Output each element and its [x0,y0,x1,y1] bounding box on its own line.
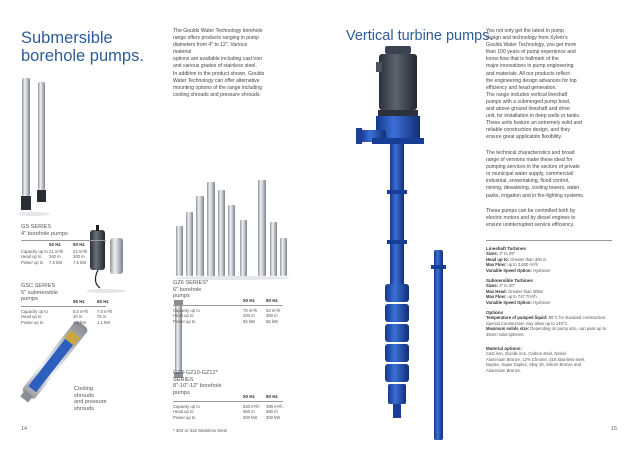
left-page-number: 14 [21,426,28,432]
right-intro-paragraph: You not only get the latest in pump design and technology from Xylem's Goulds Water Technology, you get more than 100 years of pump experience and know-how that is hallmark of the major innovations in pump engineering and materials. All our products reflect the engineering design advances for top efficiency and head generation. The range includes vertical lineshaft pumps with a submerged pump bowl, and above ground lineshaft and drive unit, for installation in deep wells or tanks. These units feature an extremely solid and reliable construction design, and they ensure great application flexibility. [486,28,582,141]
right-divider [486,240,612,241]
gz6-divider [173,305,283,306]
right-page-title: Vertical turbine pumps. [346,28,494,44]
gz6-series-name: GZ6 SERIES* 6" borehole pumps [173,280,209,300]
gz6-pump-image [174,180,290,280]
gs-divider [21,240,106,241]
vertical-turbine-pump-image [330,40,460,445]
cooling-shroud-caption: Cooling shrouds and pressure shrouds [74,386,107,412]
right-controls-paragraph: These pumps can be controlled both by electric motors and by diesel engines to ensure uninterrupted service efficiency. [486,208,576,229]
options-specs: Options Temperature of pumped liquid: 80°C for standard construction. Special Construction may allow up to 149°C. Maximum solids size: Depending on pump size, can pass up to 45mm solid spheres. [486,310,607,337]
left-footnote: * 304 or 316 Stainless Steel [173,428,228,433]
right-applications-paragraph: The technical characteristics and broad range of versions make these ideal for pumping services in the sectors of private or municipal water supply, commercial/ industrial, snowmaking, flood control, mining, dewatering, cooling towers, water parks, irrigation and in fire-fighting systems. [486,150,585,199]
gz8-divider [173,401,283,402]
gs-pump-image [18,78,50,216]
gsc-series-name: GSC SERIES 5" submersible pumps [21,283,58,303]
brochure-spread: Submersible borehole pumps. The Goulds Water Technology borehole range offers products ranging in pump diameters from 4" to 12". Various material options are available including cast iron and various grades of stainless steel. In addition to the product shown, Goulds Water Technology can offer alternative mounting options of the range including cooling shrouds and pressure shrouds. GS SERIES 4" borehole pumps 50 Hz 60 Hz Capacity up to Head up to Power up to 21 m³/h 340 m 7.5 kW 22 m³/h 300 m 7.5 kW GSC SERIES 5" submersible pumps 50 Hz 60 Hz Capacity up to Head up to Power up to 5.5 m³/h 40 m 1.1 kW 7.5 m³/h 75 m 1.1 kW Cooling shrouds and pressure shrouds GZ6 SERIES* 6" borehole pumps 50 Hz 60 Hz Capacity up to Head up to Power up to 78 m³/h 400 m 55 kW 93 m³/h 350 m 55 kW GZ8-GZ10-GZ12* SERIES 8"-10"-12" borehole pumps 50 Hz 60 Hz Capacity up to Head up to Power up to 520 m³/h 560 m 300 kW 490 m³/h 590 m 300 kW * 304 or 316 Stainless Steel 14 Vertical turbine pumps. You not only get the latest in pump design and technology from Xylem's Goulds Water Technology, you get more than 100 years of pump experience and know-how that is hallmark of the major innovations in pump engineering and materials. All our products reflect the engineering design advances for top efficiency and head generation. The range includes vertical lineshaft pumps with a submerged pump bowl, and above ground lineshaft and drive unit, for installation in deep wells or tanks. These units feature an extremely solid and reliable construction design, and they ensure great application flexibility. The technical characteristics and broad range of versions make these ideal for pumping services in the sectors of private or municipal water supply, commercial/ industrial, snowmaking, flood control, mining, dewatering, cooling towers, water parks, irrigation and in fire-fighting systems. These pumps can be controlled both by electric motors and by diesel engines to ensure uninterrupted service efficiency. Lineshaft Turbines Sizes: 3" to 29" Head up to: Greater than 300 m Max Flow: up to 3,600 m³/h Variable Speed Option: Hydrovar Submersible Turbines Sizes: 3" to 20" Max Head: Greater than 305m Max Flow: up to 747.7m³/h Variable Speed Option: Hydrovar Options Temperature of pumped liquid: 80°C for standard construction. Special Construction may allow up to 149°C. Maximum solids size: Depending on pump size, can pass up to 45mm solid spheres. Material options: Cast iron, Ductile iron, Carbon steel, Nickel Aluminium Bronze, 12% Chrome, 316 Stainless steel, Duplex, Super Duplex, Alloy 20, Silicon Bronze and Aluminium Bronze. 15 [0,0,638,452]
left-intro-paragraph: The Goulds Water Technology borehole range offers products ranging in pump diameters from 4" to 12". Various material options are available including cast iron and various grades of stainless steel. In addition to the product shown, Goulds Water Technology can offer alternative mounting options of the range including cooling shrouds and pressure shrouds. [173,28,265,98]
right-page-number: 15 [611,426,618,432]
gsc-pump-image [86,225,126,293]
gsc-divider [21,306,106,307]
gs-series-name: GS SERIES 4" borehole pumps [21,224,68,237]
submersible-specs: Submersible Turbines Sizes: 3" to 20" Max Head: Greater than 305m Max Flow: up to 747.7m³/h Variable Speed Option: Hydrovar [486,278,550,305]
material-options: Material options: Cast iron, Ductile iron, Carbon steel, Nickel Aluminium Bronze, 12% Chrome, 316 Stainless steel, Duplex, Super Duplex, Alloy 20, Silicon Bronze and Aluminium Bronze. [486,346,586,373]
left-page-title: Submersible borehole pumps. [21,29,144,65]
lineshaft-specs: Lineshaft Turbines Sizes: 3" to 29" Head up to: Greater than 300 m Max Flow: up to 3,600 m³/h Variable Speed Option: Hydrovar [486,246,550,273]
gz8-series-name: GZ8-GZ10-GZ12* SERIES 8"-10"-12" borehole pumps [173,370,222,396]
